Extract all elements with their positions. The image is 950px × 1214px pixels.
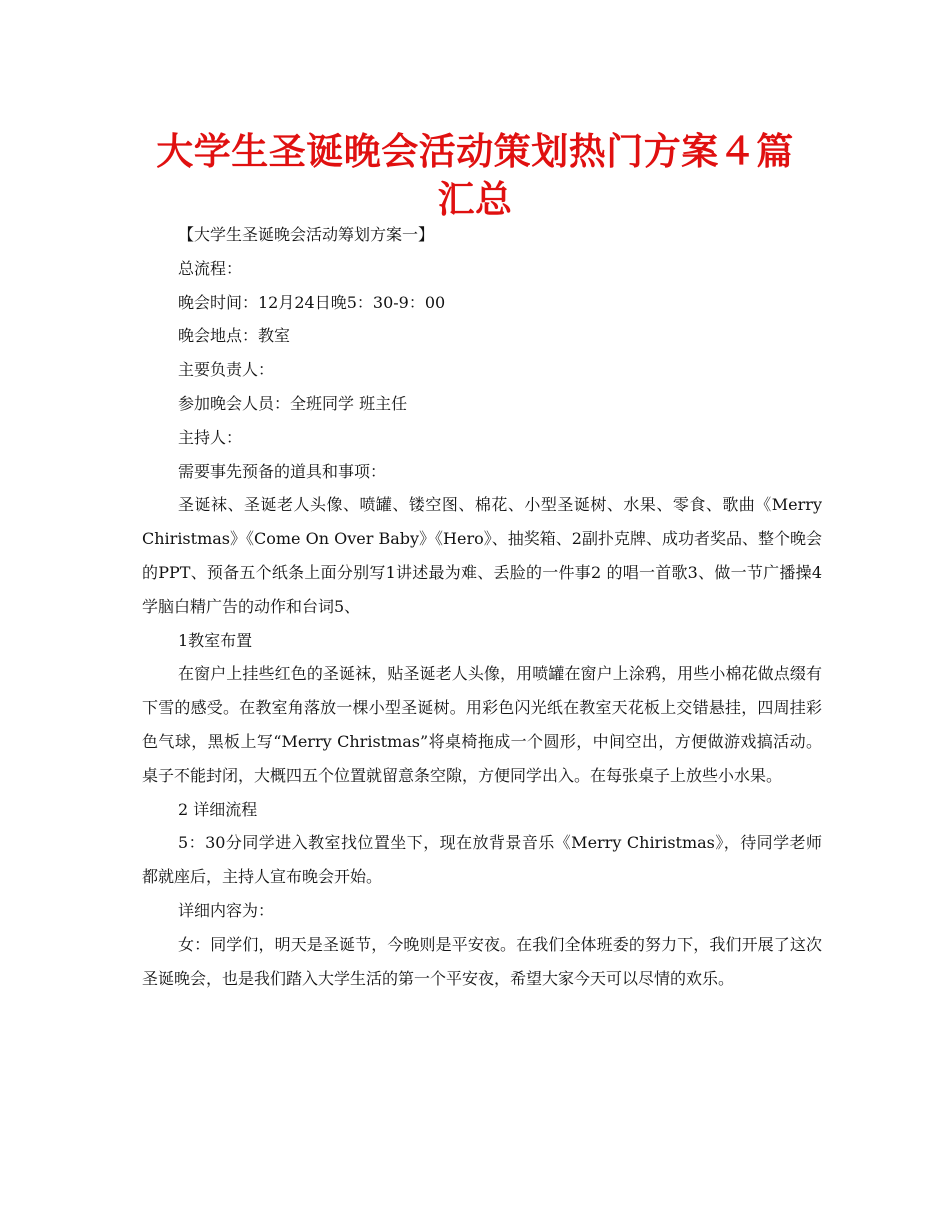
- section-heading: 【大学生圣诞晚会活动筹划方案一】: [178, 225, 435, 244]
- paragraph: 2 详细流程: [178, 799, 258, 819]
- paragraph: 5：30分同学进入教室找位置坐下，现在放背景音乐《Merry Chiristmas》，待同学老师都就座后，主持人宣布晚会开始。: [142, 833, 822, 887]
- paragraph: 主要负责人：: [178, 360, 275, 380]
- paragraph: 女：同学们，明天是圣诞节，今晚则是平安夜。在我们全体班委的努力下，我们开展了这次圣诞晚会，也是我们踏入大学生活的第一个平安夜，希望大家今天可以尽情的欢乐。: [142, 934, 822, 988]
- paragraph: 晚会地点：教室: [178, 326, 291, 346]
- paragraph: 需要事先预备的道具和事项：: [178, 461, 387, 481]
- paragraph: 圣诞袜、圣诞老人头像、喷罐、镂空图、棉花、小型圣诞树、水果、零食、歌曲《Merry Chiristmas》《Come On Over Baby》《Hero》、抽奖箱、2副扑克牌、成功者奖品、整个晚会的PPT、预备五个纸条上面分别写1讲述最为难、丢脸的一件事2 的唱一首歌3、做一节广播操4学脑白精广告的动作和台词5、: [142, 495, 822, 616]
- paragraph: 主持人：: [178, 427, 243, 447]
- paragraph: 1教室布置: [178, 630, 253, 650]
- paragraph: 参加晚会人员：全班同学 班主任: [178, 393, 408, 413]
- document-title: 大学生圣诞晚会活动策划热门方案４篇汇总: [156, 130, 794, 221]
- paragraph: 详细内容为：: [178, 900, 275, 920]
- paragraph: 晚会时间：12月24日晚5：30-9：00: [178, 292, 446, 312]
- document-body: [142, 218, 822, 995]
- paragraph: 总流程：: [178, 258, 243, 278]
- paragraph: 在窗户上挂些红色的圣诞袜，贴圣诞老人头像，用喷罐在窗户上涂鸦，用些小棉花做点缀有下雪的感受。在教室角落放一棵小型圣诞树。用彩色闪光纸在教室天花板上交错悬挂，四周挂彩色气球，黑板上写“Merry Christmas”将桌椅拖成一个圆形，中间空出，方便做游戏搞活动。桌子不能封闭，大概四五个位置就留意条空隙，方便同学出入。在每张桌子上放些小水果。: [142, 664, 822, 785]
